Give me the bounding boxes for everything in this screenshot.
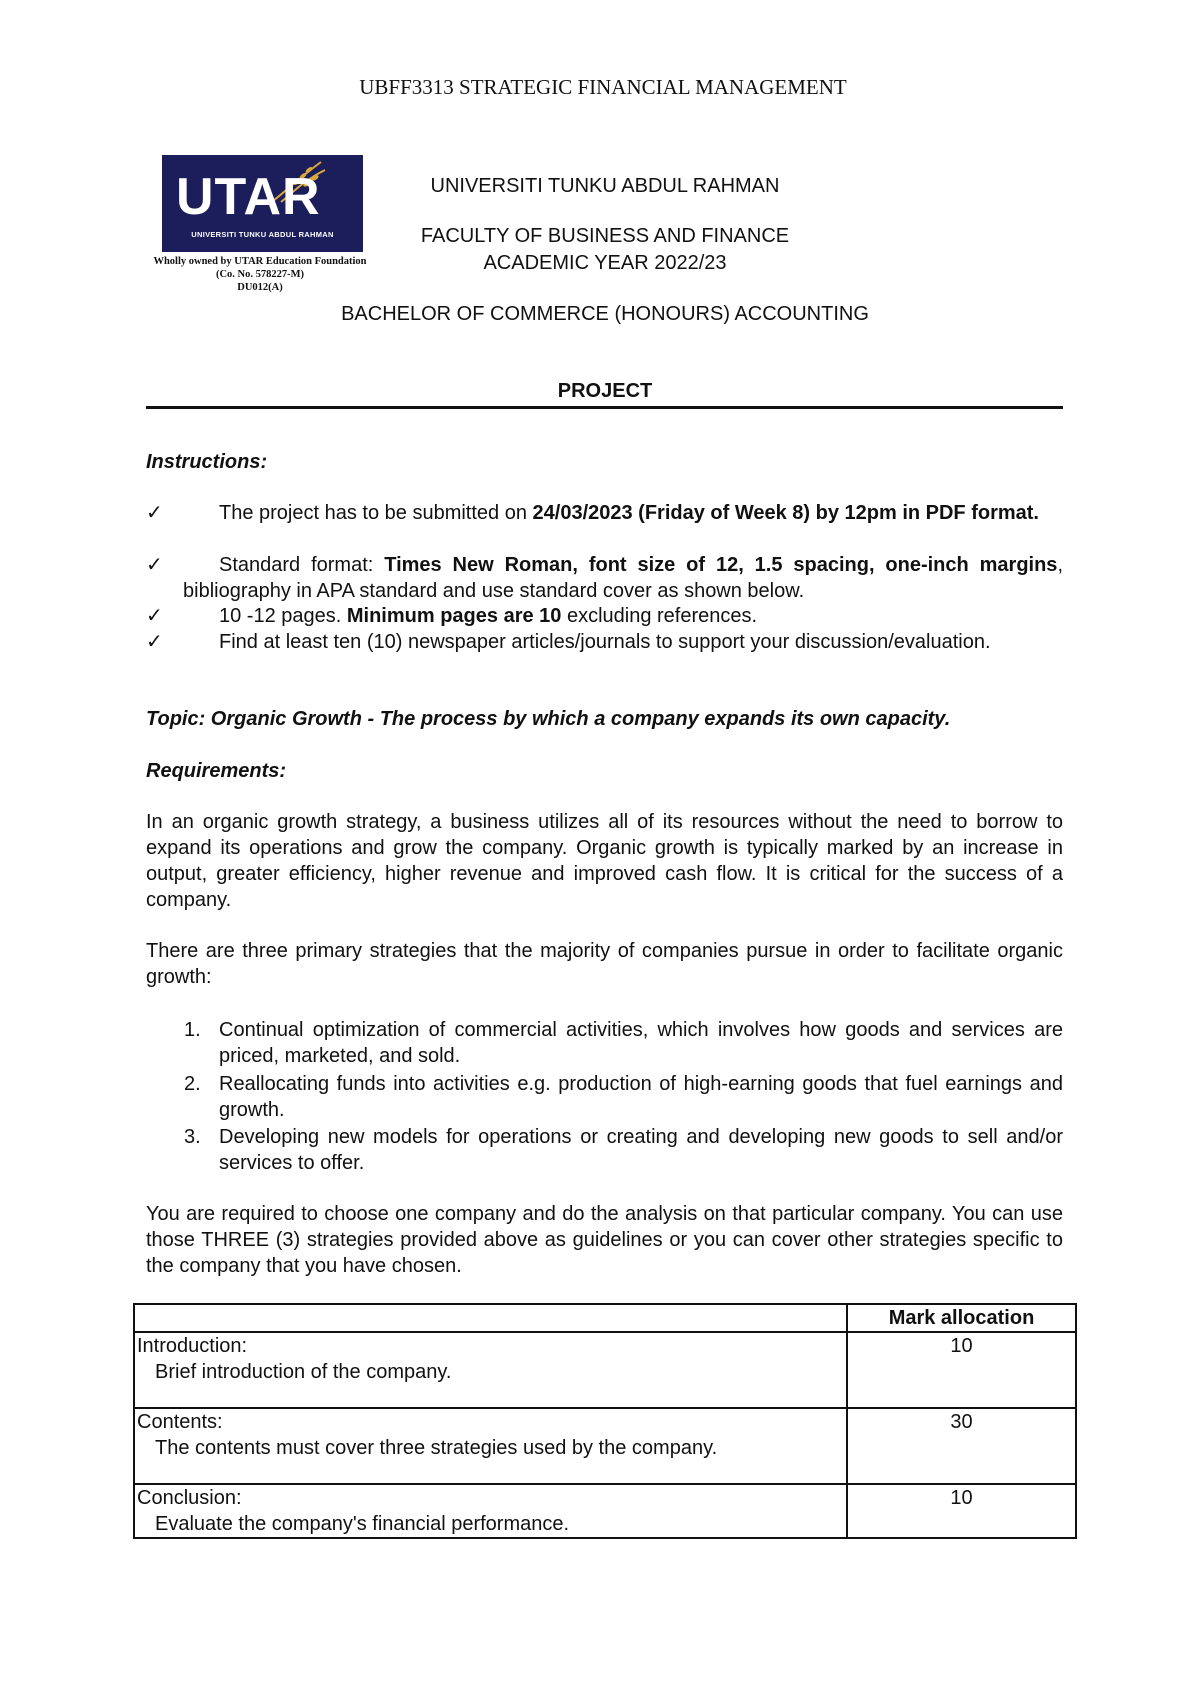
check-icon: ✓: [146, 502, 163, 524]
utar-logo: [162, 155, 363, 252]
instruction-item: ✓ The project has to be submitted on 24/03/2023 (Friday of Week 8) by 12pm in PDF format.: [146, 502, 1039, 524]
row-mark: 30: [847, 1408, 1076, 1484]
row-mark: 10: [847, 1332, 1076, 1408]
instruction-item: ✓ Find at least ten (10) newspaper articles/journals to support your discussion/evaluation.: [146, 631, 991, 653]
faculty-name: FACULTY OF BUSINESS AND FINANCE: [420, 225, 790, 247]
instructions-heading: Instructions:: [146, 451, 268, 473]
logo-subtext: UNIVERSITI TUNKU ABDUL RAHMAN: [191, 230, 334, 239]
strategy-item: 3. Developing new models for operations or creating and developing new goods to sell and/or services to offer.: [184, 1126, 1063, 1174]
logo-caption-line3: DU012(A): [237, 282, 283, 293]
logo-caption-line2: (Co. No. 578227-M): [215, 269, 305, 280]
row-title: Conclusion:: [137, 1487, 242, 1509]
row-description: Brief introduction of the company.: [155, 1361, 452, 1383]
row-title: Introduction:: [137, 1335, 248, 1357]
row-description: Evaluate the company's financial performance.: [155, 1513, 570, 1535]
check-icon: ✓: [146, 605, 163, 627]
course-title: UBFF3313 STRATEGIC FINANCIAL MANAGEMENT: [359, 75, 847, 99]
table-row: [134, 1484, 1076, 1538]
row-title: Contents:: [137, 1411, 223, 1433]
mark-allocation-table: [133, 1303, 1077, 1539]
title-divider: [146, 406, 1063, 409]
requirements-paragraph-2: There are three primary strategies that the majority of companies pursue in order to facilitate organic growth:: [146, 940, 1063, 988]
logo-wordmark: UTAR: [176, 168, 321, 226]
table-row: [134, 1332, 1076, 1408]
check-icon: ✓: [146, 631, 163, 653]
programme-name: BACHELOR OF COMMERCE (HONOURS) ACCOUNTING: [341, 303, 869, 325]
table-header-row: [134, 1304, 1076, 1332]
logo-caption-line1: Wholly owned by UTAR Education Foundation: [153, 256, 367, 267]
strategy-item: 2. Reallocating funds into activities e.g. production of high-earning goods that fuel earnings and growth.: [184, 1073, 1063, 1121]
row-description: The contents must cover three strategies used by the company.: [155, 1437, 718, 1459]
row-mark: 10: [847, 1484, 1076, 1538]
table-row: [134, 1408, 1076, 1484]
column-header-mark-allocation: Mark allocation: [847, 1304, 1076, 1332]
page-title: PROJECT: [557, 380, 653, 402]
topic-line: Topic: Organic Growth - The process by which a company expands its own capacity.: [146, 708, 951, 730]
requirements-paragraph-1: In an organic growth strategy, a business utilizes all of its resources without the need to borrow to expand its operations and grow the company. Organic growth is typically marked by an increase in output, greater efficiency, higher revenue and improved cash flow. It is critical for the success of a company.: [146, 811, 1063, 911]
instruction-item: ✓ Standard format: Times New Roman, font size of 12, 1.5 spacing, one-inch margins, bibliography in APA standard and use standard cover as shown below.: [146, 554, 1063, 602]
academic-year: ACADEMIC YEAR 2022/23: [483, 252, 727, 274]
requirements-paragraph-3: You are required to choose one company and do the analysis on that particular company. You can use those THREE (3) strategies provided above as guidelines or you can cover other strategies specific to the company that you have chosen.: [146, 1203, 1063, 1277]
requirements-heading: Requirements:: [146, 760, 287, 782]
instruction-item: ✓ 10 -12 pages. Minimum pages are 10 excluding references.: [146, 605, 758, 627]
university-name: UNIVERSITI TUNKU ABDUL RAHMAN: [430, 175, 780, 197]
strategy-item: 1. Continual optimization of commercial activities, which involves how goods and services are priced, marketed, and sold.: [184, 1019, 1063, 1067]
check-icon: ✓: [146, 554, 163, 576]
